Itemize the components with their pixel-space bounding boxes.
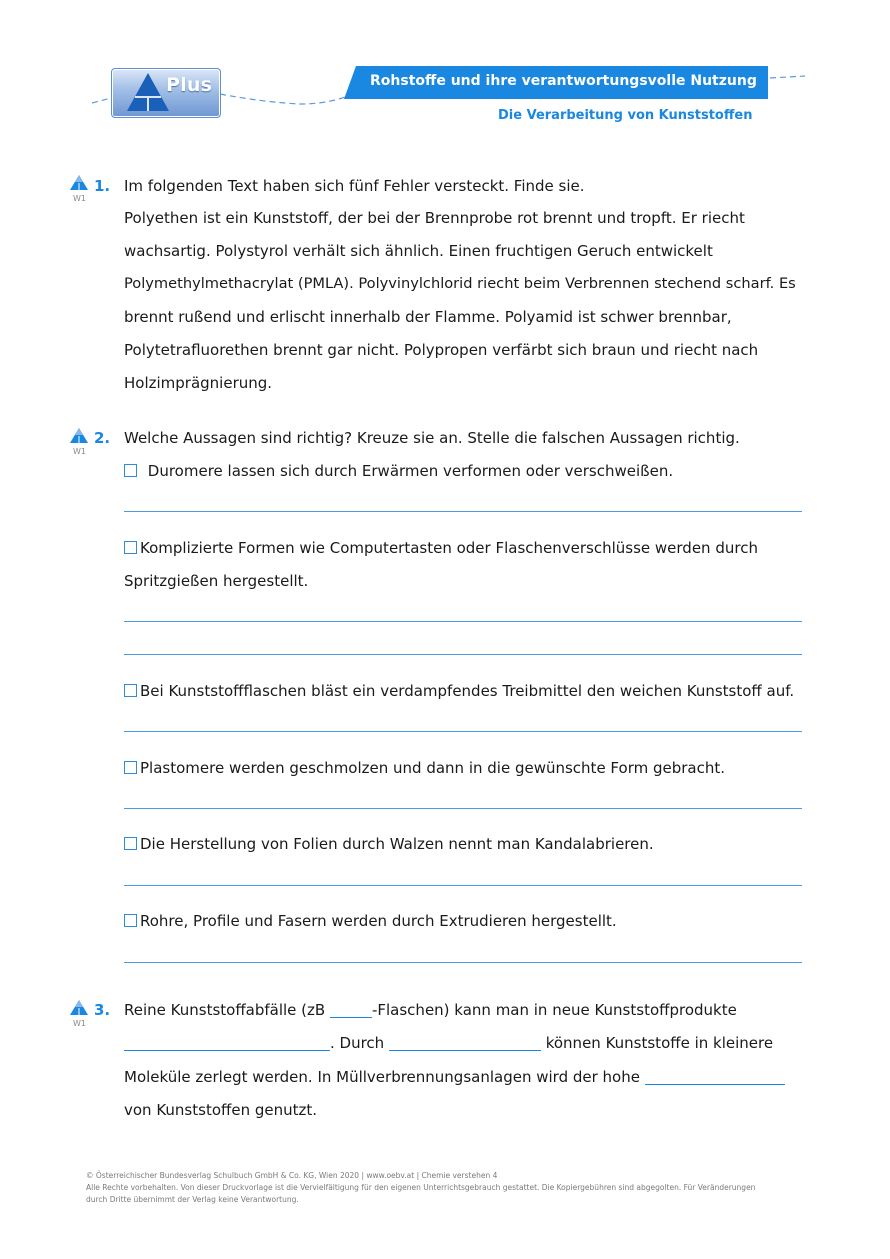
checkbox[interactable]: [124, 761, 137, 774]
statement-text: Plastomere werden geschmolzen und dann in die gewünschte Form gebracht.: [140, 759, 726, 777]
answer-line[interactable]: [124, 808, 802, 809]
cloze-text: Moleküle zerlegt werden. In Müllverbrennungsanlagen wird der hohe: [124, 1068, 645, 1086]
rights-line-continued: durch Dritte übernimmt der Verlag keine Verantwortung.: [86, 1195, 299, 1204]
statement-3: [124, 681, 794, 701]
checkbox[interactable]: [124, 684, 137, 697]
chapter-title: Rohstoffe und ihre verantwortungsvolle Nutzung: [370, 73, 757, 89]
task-marker: [69, 427, 91, 457]
answer-line[interactable]: [124, 962, 802, 963]
fill-in-blank[interactable]: [330, 1001, 372, 1018]
answer-line[interactable]: [124, 731, 802, 732]
level-triangle-icon: [69, 427, 89, 444]
answer-line[interactable]: [124, 621, 802, 622]
task-text-line: Polyethen ist ein Kunststoff, der bei der Brennprobe rot brennt und tropft. Er riecht: [124, 209, 745, 227]
statement-text: Rohre, Profile und Fasern werden durch Extrudieren hergestellt.: [140, 912, 617, 930]
level-triangle-icon: [69, 174, 89, 191]
checkbox[interactable]: [124, 464, 137, 477]
statement-1: [124, 461, 673, 481]
rights-line: Alle Rechte vorbehalten. Von dieser Druckvorlage ist die Vervielfältigung für den eigenen Unterrichtsgebrauch gestattet. Die Kopiergebühren sind abgegolten. Für Veränderungen: [86, 1183, 756, 1192]
level-label: W1: [73, 194, 86, 203]
task-text-line: Polytetrafluorethen brennt gar nicht. Polypropen verfärbt sich braun und riecht nach: [124, 341, 759, 359]
level-triangle-icon: [69, 999, 89, 1016]
answer-line[interactable]: [124, 654, 802, 655]
answer-line[interactable]: [124, 885, 802, 886]
statement-text: Duromere lassen sich durch Erwärmen verformen oder verschweißen.: [147, 462, 674, 480]
task-number: 2.: [94, 429, 111, 447]
checkbox[interactable]: [124, 541, 137, 554]
checkbox[interactable]: [124, 914, 137, 927]
level-label: W1: [73, 447, 86, 456]
copyright-line: © Österreichischer Bundesverlag Schulbuch GmbH & Co. KG, Wien 2020 | www.oebv.at | Chemie verstehen 4: [86, 1171, 498, 1180]
statement-2: [124, 538, 758, 558]
statement-text: Bei Kunststoffflaschen bläst ein verdampfendes Treibmittel den weichen Kunststoff auf.: [140, 682, 795, 700]
statement-text-continued: Spritzgießen hergestellt.: [124, 572, 309, 590]
task-number: 3.: [94, 1001, 111, 1019]
section-subtitle: Die Verarbeitung von Kunststoffen: [498, 108, 753, 123]
cloze-line-4: von Kunststoffen genutzt.: [124, 1101, 318, 1119]
cloze-line-1: [124, 1000, 737, 1020]
cloze-text: -Flaschen) kann man in neue Kunststoffprodukte: [371, 1001, 737, 1019]
cloze-line-3: [124, 1067, 785, 1087]
level-label: W1: [73, 1019, 86, 1028]
checkbox[interactable]: [124, 837, 137, 850]
logo-text: Plus: [166, 74, 213, 96]
cloze-text: . Durch: [330, 1034, 389, 1052]
task-text-line: wachsartig. Polystyrol verhält sich ähnlich. Einen fruchtigen Geruch entwickelt: [124, 242, 713, 260]
statement-6: [124, 911, 617, 931]
statement-text: Komplizierte Formen wie Computertasten oder Flaschenverschlüsse werden durch: [140, 539, 758, 557]
answer-line[interactable]: [124, 511, 802, 512]
task-marker: [69, 999, 91, 1029]
task-marker: [69, 174, 91, 204]
cloze-text: Reine Kunststoffabfälle (zB: [124, 1001, 330, 1019]
task-text-line: brennt rußend und erlischt innerhalb der Flamme. Polyamid ist schwer brennbar,: [124, 308, 732, 326]
cloze-line-2: [124, 1033, 773, 1053]
statement-text: Die Herstellung von Folien durch Walzen nennt man Kandalabrieren.: [140, 835, 654, 853]
statement-5: [124, 834, 654, 854]
statement-4: [124, 758, 725, 778]
task-text-line: Holzimprägnierung.: [124, 374, 273, 392]
fill-in-blank[interactable]: [389, 1034, 541, 1051]
task-instruction: Welche Aussagen sind richtig? Kreuze sie an. Stelle die falschen Aussagen richtig.: [124, 429, 740, 447]
fill-in-blank[interactable]: [645, 1068, 785, 1085]
triangle-logo-icon: [126, 72, 170, 112]
task-number: 1.: [94, 177, 111, 195]
task-text-line: Polymethylmethacrylat (PMLA). Polyvinylchlorid riecht beim Verbrennen stechend scharf. Es: [124, 275, 796, 292]
cloze-text: können Kunststoffe in kleinere: [540, 1034, 774, 1052]
task-text-line: Im folgenden Text haben sich fünf Fehler versteckt. Finde sie.: [124, 177, 585, 195]
fill-in-blank[interactable]: [124, 1034, 330, 1051]
